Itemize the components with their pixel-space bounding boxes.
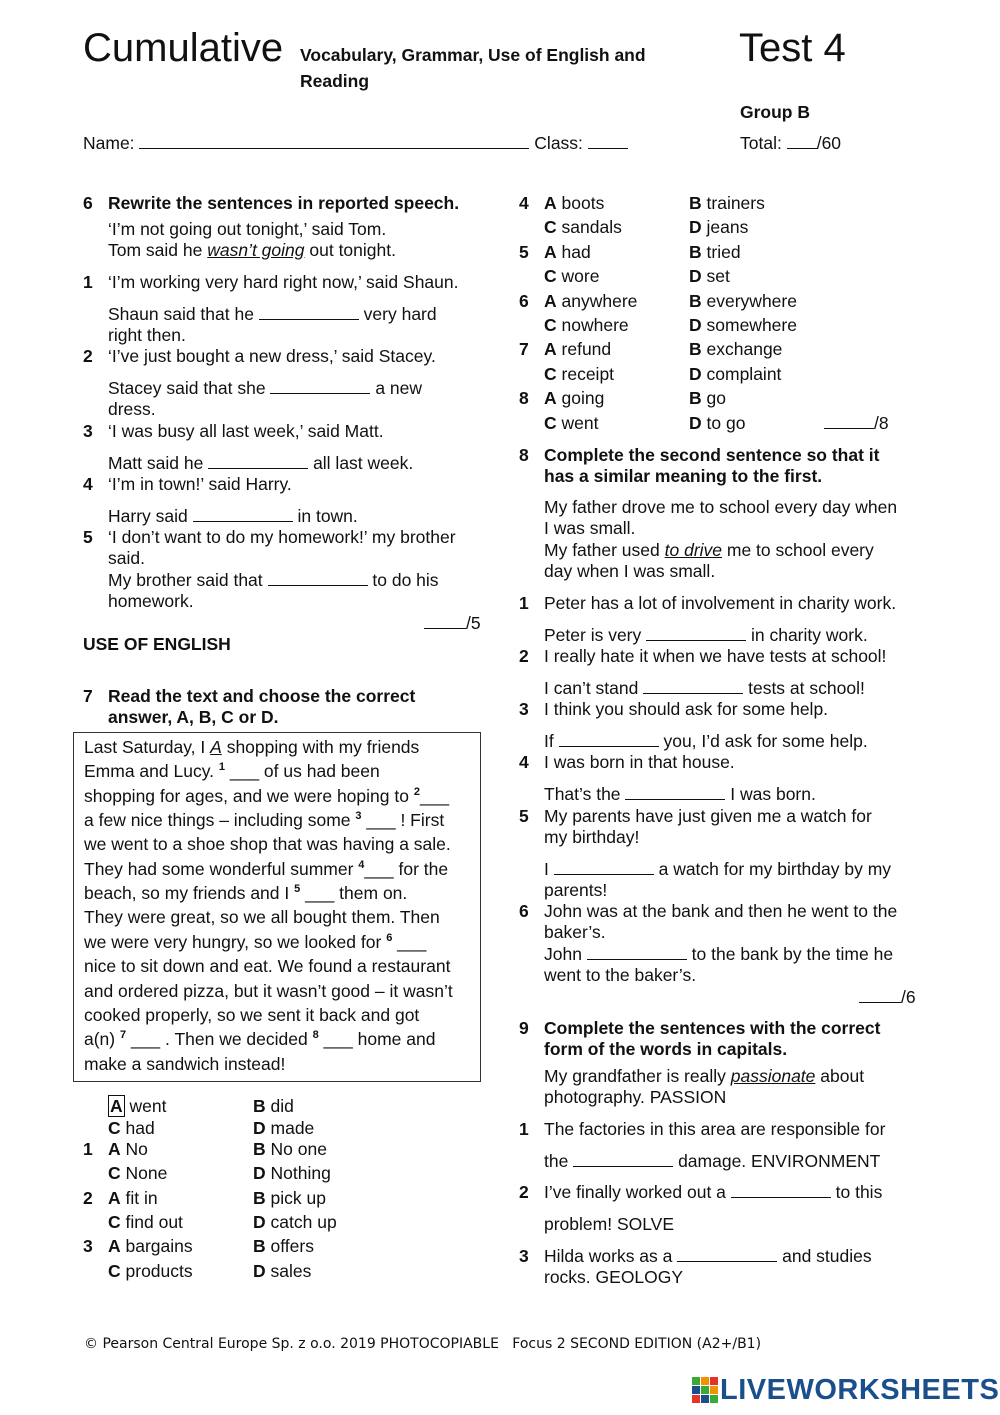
passage-line: a(n) $^7$ ___ . Then we decided $^8$ ___ home and [84, 1029, 436, 1049]
ex6-answer-blank-5[interactable] [268, 571, 368, 586]
ex6-item-answer: My brother said that to do his [108, 570, 439, 590]
ex9-example-answer: passionate [730, 1066, 816, 1086]
ex8-item-answer: If you, I’d ask for some help. [544, 731, 868, 751]
ex9-item-line2: rocks. GEOLOGY [544, 1267, 684, 1287]
option-d[interactable]: D set [689, 266, 730, 286]
ex9-item-answer: Hilda works as a and studies [544, 1246, 872, 1266]
group-label: Group B [740, 102, 810, 122]
ex8-answer-blank-4[interactable] [625, 785, 725, 800]
ex9-item-answer: the damage. ENVIRONMENT [544, 1151, 881, 1171]
option-d[interactable]: D complaint [689, 364, 782, 384]
option-b[interactable]: B everywhere [689, 291, 797, 311]
option-d[interactable]: D Nothing [253, 1163, 331, 1183]
liveworksheets-logo[interactable] [692, 1375, 999, 1405]
option-a[interactable]: A boots [544, 193, 605, 213]
option-c[interactable]: C find out [108, 1212, 183, 1232]
ex9-example-line2: photography. PASSION [544, 1087, 727, 1107]
ex6-item-question: ‘I was busy all last week,’ said Matt. [108, 421, 384, 441]
liveworksheets-logo-text: LIVEWORKSHEETS [720, 1373, 1000, 1406]
ex8-item-answer: I a watch for my birthday by my [544, 859, 892, 879]
option-c[interactable]: C receipt [544, 364, 615, 384]
ex8-item-question: I really hate it when we have tests at school! [544, 646, 887, 666]
passage-line: we went to a shoe shop that was having a sale. [84, 834, 451, 854]
ex6-item-question: ‘I’ve just bought a new dress,’ said Stacey. [108, 346, 436, 366]
ex6-item-question: ‘I don’t want to do my homework!’ my brother [108, 527, 456, 547]
selected-answer-box: A [110, 1096, 123, 1116]
option-d[interactable]: D made [253, 1118, 315, 1138]
ex8-example-a2: day when I was small. [544, 561, 716, 581]
ex6-item-question: ‘I’m working very hard right now,’ said Shaun. [108, 272, 459, 292]
option-a[interactable]: A No [108, 1139, 148, 1159]
ex9-item-number: 3 [519, 1246, 529, 1266]
option-c[interactable]: C had [108, 1118, 155, 1138]
ex8-score: /6 [859, 987, 916, 1008]
copyright: © Pearson Central Europe Sp. z o.o. 2019 PHOTOCOPIABLE Focus 2 SECOND EDITION (A2+/B1) [84, 1336, 762, 1352]
option-d[interactable]: D somewhere [689, 315, 797, 335]
passage-example-answer: A [210, 737, 222, 757]
ex8-answer-blank-3[interactable] [559, 732, 659, 747]
total-row [740, 133, 841, 154]
ex7-instruction-1: Read the text and choose the correct [108, 686, 416, 706]
passage-line: Emma and Lucy. $^1$ ___ of us had been [84, 761, 380, 781]
option-b[interactable]: B trainers [689, 193, 765, 213]
option-number: 2 [83, 1188, 93, 1208]
ex6-answer-blank-1[interactable] [259, 305, 359, 320]
ex8-item-question: I think you should ask for some help. [544, 699, 829, 719]
ex6-answer-blank-2[interactable] [270, 379, 370, 394]
liveworksheets-logo-icon [692, 1377, 716, 1403]
passage-line: and ordered pizza, but it wasn’t good – it wasn’t [84, 981, 453, 1001]
option-d[interactable]: D sales [253, 1261, 312, 1281]
ex9-item-line1: The factories in this area are responsible for [544, 1119, 886, 1139]
option-b[interactable]: B exchange [689, 339, 783, 359]
option-number: 3 [83, 1236, 93, 1256]
option-number: 8 [519, 388, 529, 408]
option-b[interactable]: B did [253, 1096, 294, 1116]
option-c[interactable]: C products [108, 1261, 193, 1281]
ex6-instruction: Rewrite the sentences in reported speech. [108, 193, 460, 213]
subtitle-line2: Reading [300, 71, 370, 91]
ex6-example-q: ‘I’m not going out tonight,’ said Tom. [108, 219, 387, 239]
passage-line: nice to sit down and eat. We found a restaurant [84, 956, 451, 976]
option-c[interactable]: C went [544, 413, 599, 433]
ex9-answer-blank-1[interactable] [573, 1152, 673, 1167]
ex7-instruction-2: answer, A, B, C or D. [108, 707, 279, 727]
ex8-item-number: 3 [519, 699, 529, 719]
ex6-item-number: 5 [83, 527, 93, 547]
ex8-item-answer: John to the bank by the time he [544, 944, 894, 964]
class-field[interactable] [588, 134, 628, 149]
option-number: 7 [519, 339, 529, 359]
ex9-item-line2: problem! SOLVE [544, 1214, 675, 1234]
ex8-item-number: 6 [519, 901, 529, 921]
ex8-item-number: 5 [519, 806, 529, 826]
option-number: 5 [519, 242, 529, 262]
ex8-answer-blank-5[interactable] [554, 860, 654, 875]
ex6-item-number: 1 [83, 272, 93, 292]
ex7-score: /8 [824, 413, 889, 434]
option-a[interactable]: A going [544, 388, 605, 408]
ex8-item-answer: That’s the I was born. [544, 784, 816, 804]
ex8-instruction-1: Complete the second sentence so that it [544, 445, 880, 465]
passage-line: They were great, so we all bought them. Then [84, 907, 440, 927]
ex8-item-question: John was at the bank and then he went to the [544, 901, 898, 921]
ex8-item-answer: I can’t stand tests at school! [544, 678, 865, 698]
ex6-item-number: 2 [83, 346, 93, 366]
ex6-item-answer: Harry said in town. [108, 506, 358, 526]
ex6-item-number: 4 [83, 474, 93, 494]
option-d[interactable]: D to go [689, 413, 746, 433]
option-c[interactable]: C None [108, 1163, 168, 1183]
passage-line: They had some wonderful summer $^4$___ for the [84, 859, 449, 879]
ex7-number: 7 [83, 686, 93, 706]
ex8-item-number: 1 [519, 593, 529, 613]
name-row [83, 133, 628, 154]
option-b[interactable]: B No one [253, 1139, 327, 1159]
ex8-number: 8 [519, 445, 529, 465]
option-number: 4 [519, 193, 529, 213]
ex6-item-answer: Stacey said that she a new [108, 378, 423, 398]
ex8-item-question: My parents have just given me a watch for [544, 806, 872, 826]
ex8-answer-blank-1[interactable] [646, 626, 746, 641]
ex8-item-question: I was born in that house. [544, 752, 735, 772]
ex8-instruction-2: has a similar meaning to the first. [544, 466, 823, 486]
option-b[interactable]: B offers [253, 1236, 314, 1256]
ex8-score-field[interactable] [859, 988, 901, 1003]
option-number: 6 [519, 291, 529, 311]
ex9-instruction-2: form of the words in capitals. [544, 1039, 788, 1059]
ex8-item-number: 4 [519, 752, 529, 772]
ex9-item-number: 1 [519, 1119, 529, 1139]
ex8-item-question-line2: baker’s. [544, 922, 606, 942]
ex6-item-number: 3 [83, 421, 93, 441]
option-number: 1 [83, 1139, 93, 1159]
ex8-item-answer-line2: went to the baker’s. [544, 965, 697, 985]
ex8-item-answer-line2: parents! [544, 880, 608, 900]
subtitle-line1: Vocabulary, Grammar, Use of English and [300, 45, 646, 65]
option-c[interactable]: C wore [544, 266, 600, 286]
ex6-answer-blank-4[interactable] [193, 507, 293, 522]
option-d[interactable]: D jeans [689, 217, 749, 237]
passage-line: beach, so my friends and I $^5$ ___ them on. [84, 883, 408, 903]
ex9-item-answer: I’ve finally worked out a to this [544, 1182, 883, 1202]
option-a[interactable]: A had [544, 242, 591, 262]
ex8-item-answer: Peter is very in charity work. [544, 625, 868, 645]
ex6-item-answer: Shaun said that he very hard [108, 304, 437, 324]
ex8-item-question: Peter has a lot of involvement in charity work. [544, 593, 897, 613]
ex6-number: 6 [83, 193, 93, 213]
option-b[interactable]: B pick up [253, 1188, 326, 1208]
ex6-item-answer-line2: right then. [108, 325, 186, 345]
option-a[interactable]: A anywhere [544, 291, 638, 311]
option-b[interactable]: B go [689, 388, 726, 408]
ex9-instruction-1: Complete the sentences with the correct [544, 1018, 881, 1038]
ex6-example-a: Tom said he wasn’t going out tonight. [108, 240, 396, 260]
ex6-example-answer: wasn’t going [207, 240, 305, 260]
passage-line: make a sandwich instead! [84, 1054, 286, 1074]
ex8-example-a: My father used to drive me to school every [544, 540, 874, 560]
ex9-item-number: 2 [519, 1182, 529, 1202]
total-label: Total: [740, 133, 782, 153]
ex9-example: My grandfather is really passionate about [544, 1066, 865, 1086]
ex8-item-number: 2 [519, 646, 529, 666]
class-label: Class: [534, 133, 583, 153]
ex8-answer-blank-2[interactable] [643, 679, 743, 694]
title-cumulative: Cumulative [83, 26, 284, 70]
ex6-item-question-line2: said. [108, 548, 145, 568]
passage-line: cooked properly, so we sent it back and got [84, 1005, 420, 1025]
option-c[interactable]: C nowhere [544, 315, 629, 335]
ex7-score-field[interactable] [824, 414, 874, 429]
ex8-item-question-line2: my birthday! [544, 827, 640, 847]
total-field[interactable] [787, 134, 817, 149]
total-score: /60 [816, 133, 842, 153]
ex9-answer-blank-3[interactable] [677, 1247, 777, 1262]
ex8-example-answer: to drive [664, 540, 723, 560]
option-d[interactable]: D catch up [253, 1212, 337, 1232]
passage-line: a few nice things – including some $^3$ ___ ! First [84, 810, 445, 830]
ex9-answer-blank-2[interactable] [731, 1183, 831, 1198]
test-number: Test 4 [739, 26, 846, 70]
option-c[interactable]: C sandals [544, 217, 622, 237]
option-b[interactable]: B tried [689, 242, 741, 262]
passage-line: shopping for ages, and we were hoping to $^2$___ [84, 786, 450, 806]
option-a[interactable]: A refund [544, 339, 612, 359]
passage-line: Last Saturday, I A shopping with my friends [84, 737, 420, 757]
ex6-score: /5 [424, 613, 481, 634]
ex8-answer-blank-6[interactable] [587, 945, 687, 960]
ex9-number: 9 [519, 1018, 529, 1038]
option-a[interactable]: A fit in [108, 1188, 158, 1208]
name-label: Name: [83, 133, 135, 153]
ex8-example-q1: My father drove me to school every day when [544, 497, 898, 517]
name-field[interactable] [139, 134, 529, 149]
ex6-item-question: ‘I’m in town!’ said Harry. [108, 474, 292, 494]
passage-line: we were very hungry, so we looked for $^6$ ___ [84, 932, 427, 952]
ex6-answer-blank-3[interactable] [208, 454, 308, 469]
ex6-score-field[interactable] [424, 614, 466, 629]
ex6-item-answer-line2: dress. [108, 399, 156, 419]
ex6-item-answer: Matt said he all last week. [108, 453, 414, 473]
ex8-example-q2: I was small. [544, 518, 636, 538]
ex6-item-answer-line2: homework. [108, 591, 194, 611]
use-of-english-heading: USE OF ENGLISH [83, 634, 231, 654]
option-a-example[interactable]: A went [110, 1096, 167, 1116]
option-a[interactable]: A bargains [108, 1236, 193, 1256]
